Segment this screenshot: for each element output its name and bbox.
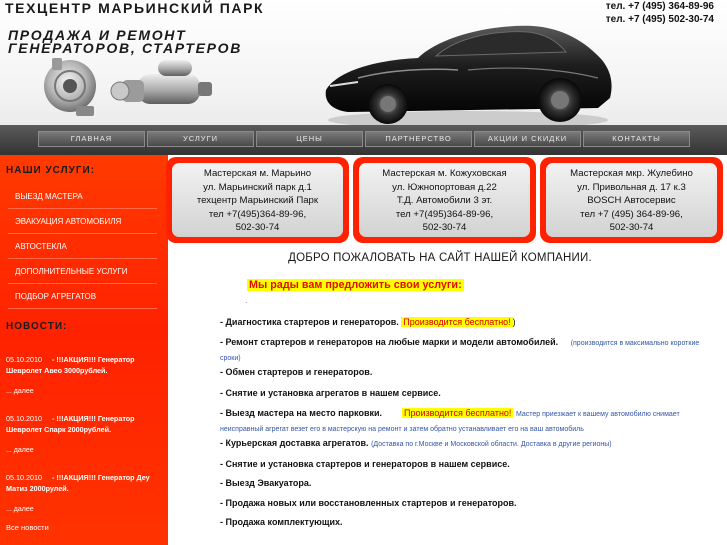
welcome-heading: ДОБРО ПОЖАЛОВАТЬ НА САЙТ НАШЕЙ КОМПАНИИ. (288, 252, 592, 264)
sidebar-item-auto-glass[interactable]: АВТОСТЕКЛА (8, 235, 157, 259)
main-nav (0, 125, 727, 155)
news-date: 05.10.2010 (6, 355, 42, 364)
workshop-address: ул. Южнопортовая д.22 (392, 181, 497, 193)
sidebar-item-evacuation[interactable]: ЭВАКУАЦИЯ АВТОМОБИЛЯ (8, 210, 157, 234)
services-heading: НАШИ УСЛУГИ: (6, 165, 96, 176)
service-item: - Продажа комплектующих. (220, 517, 343, 527)
service-item: - Снятие и установка стартеров и генераторов в нашем сервисе. (220, 459, 510, 469)
news-more-link[interactable]: ... далее (6, 447, 34, 454)
news-text: - !!!АКЦИЯ!!! Генератор Шевролет Авео 3000рублей. (6, 355, 135, 375)
workshop-name: Мастерская м. Марьино (203, 168, 312, 179)
service-item: - Диагностика стартеров и генераторов. Производится бесплатно! ) (220, 317, 516, 327)
service-item: - Ремонт стартеров и генераторов на любые марки и модели автомобилей. (производится в максимально короткие сроки) (220, 337, 700, 362)
service-item: - Продажа новых или восстановленных стартеров и генераторов. (220, 498, 517, 508)
workshop-place: Т.Д. Автомобили 3 эт. (396, 195, 493, 206)
workshop-address: ул. Привольная д. 17 к.3 (577, 181, 686, 193)
sidebar-item-master-visit[interactable]: ВЫЕЗД МАСТЕРА (8, 185, 157, 209)
workshop-address: ул. Марьинский парк д.1 (203, 181, 312, 193)
service-item: - Обмен стартеров и генераторов. (220, 367, 373, 377)
service-item: - Снятие и установка агрегатов в нашем сервисе. (220, 388, 441, 398)
workshop-phone: тел +7 (495) 364-89-96, (580, 208, 683, 220)
news-item (6, 355, 158, 376)
free-badge: Производится бесплатно! (404, 408, 512, 418)
news-item (6, 473, 158, 494)
offer-heading: Мы рады вам предложить свои услуги: (249, 279, 462, 291)
free-badge: Производится бесплатно! (403, 317, 511, 327)
nav-partnership[interactable]: ПАРТНЕРСТВО (365, 131, 472, 147)
workshop-phone-2: 502-30-74 (422, 222, 467, 233)
workshop-phone-2: 502-30-74 (235, 222, 280, 233)
news-more-link[interactable]: ... далее (6, 506, 34, 513)
workshop-phone-2: 502-30-74 (609, 222, 654, 233)
nav-prices[interactable]: ЦЕНЫ (256, 131, 363, 147)
nav-services[interactable]: УСЛУГИ (147, 131, 254, 147)
sidebar-item-extra-services[interactable]: ДОПОЛНИТЕЛЬНЫЕ УСЛУГИ (8, 260, 157, 284)
tagline-line-2: ГЕНЕРАТОРОВ, СТАРТЕРОВ (8, 40, 243, 56)
workshop-place: техцентр Марьинский Парк (196, 195, 319, 206)
nav-promotions[interactable]: АКЦИИ И СКИДКИ (474, 131, 581, 147)
workshop-phone: тел +7(495)364-89-96, (208, 208, 307, 220)
workshop-name: Мастерская мкр. Жулебино (570, 168, 693, 179)
phone-2: тел. +7 (495) 502-30-74 (605, 14, 714, 25)
news-heading: НОВОСТИ: (6, 321, 68, 332)
news-date: 05.10.2010 (6, 414, 42, 423)
header-phones (606, 0, 714, 26)
workshop-card-zhulebino (540, 157, 723, 243)
workshop-card-kozhukhovskaya (353, 157, 536, 243)
service-item: - Выезд Эвакуатора. (220, 478, 312, 488)
news-text: - !!!АКЦИЯ!!! Генератор Деу Матиз 2000рулей. (6, 473, 150, 493)
phone-1: тел. +7 (495) 364-89-96 (605, 1, 714, 12)
workshop-name: Мастерская м. Кожуховская (382, 168, 507, 179)
news-date: 05.10.2010 (6, 473, 42, 482)
service-item: - Выезд мастера на место парковки. Производится бесплатно! Мастер приезжает к вашему автомобилю снимает неисправный агрегат везет его в мастерскую на ремонт и затем обратно устанавливает его на ваш автомобиль (220, 408, 680, 433)
workshop-card-marino (166, 157, 349, 243)
service-item: - Курьерская доставка агрегатов. (Доставка по г.Москве и Московской области. Доставка в другие регионы) (220, 438, 612, 448)
sports-car-image (318, 12, 618, 130)
nav-contacts[interactable]: КОНТАКТЫ (583, 131, 690, 147)
all-news-link[interactable]: Все новости (6, 523, 49, 532)
workshop-place: BOSCH Автосервис (587, 195, 676, 206)
sidebar (0, 155, 168, 545)
news-more-link[interactable]: ... далее (6, 388, 34, 395)
sidebar-item-parts-selection[interactable]: ПОДБОР АГРЕГАТОВ (8, 285, 157, 309)
service-note: Мастер приезжает к вашему автомобилю снимает неисправный агрегат везет его в мастерскую на ремонт и затем обратно устанавливает его на ваш автомобиль (220, 411, 680, 433)
generator-starter-image (40, 52, 220, 132)
workshop-phone: тел +7(495)364-89-96, (395, 208, 494, 220)
news-text: - !!!АКЦИЯ!!! Генератор Шевролет Спарк 2000рублей. (6, 414, 135, 434)
service-note: (Доставка по г.Москве и Московской области. Доставка в другие регионы) (371, 441, 612, 448)
service-note: (производится в максимально короткие сроки) (220, 340, 700, 362)
separator-dot: . (245, 296, 248, 305)
tagline-line-1: ПРОДАЖА И РЕМОНТ (8, 27, 187, 43)
nav-home[interactable]: ГЛАВНАЯ (38, 131, 145, 147)
news-item (6, 414, 158, 435)
site-title: ТЕХЦЕНТР МАРЬИНСКИЙ ПАРК (5, 0, 265, 16)
